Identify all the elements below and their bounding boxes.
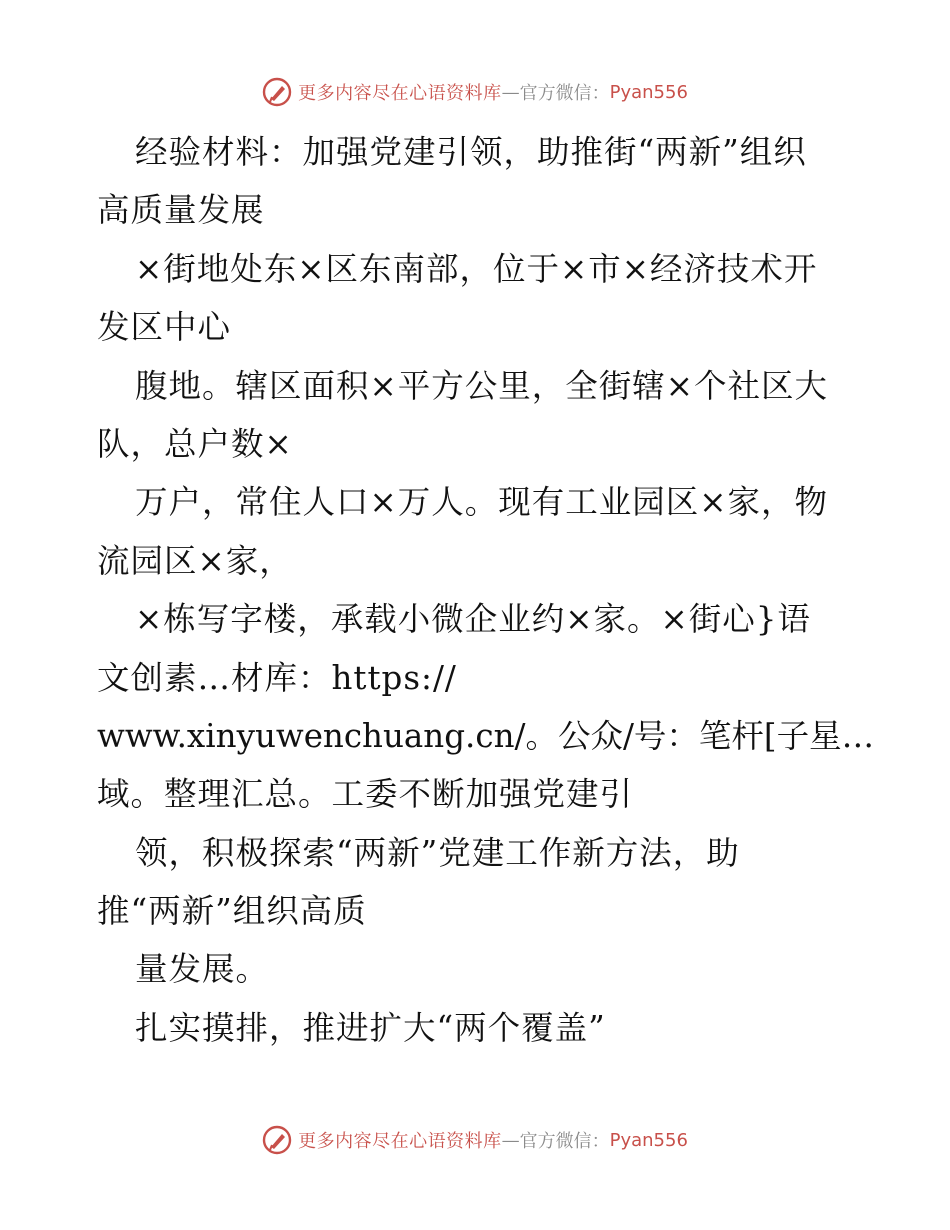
text-line: www.xinyuwenchuang.cn/。公众/号：笔杆[子星…	[97, 716, 875, 755]
text-line: 队，总户数×	[97, 424, 293, 463]
banner-dash: —	[501, 81, 520, 103]
footer-banner	[0, 1120, 950, 1160]
text-line: 流园区×家，	[97, 541, 293, 580]
banner-id: Pyan556	[609, 1129, 688, 1151]
text-line: 经验材料：加强党建引领，助推街“两新”组织	[135, 133, 807, 171]
text-line: 推“两新”组织高质	[97, 892, 367, 931]
banner-label: 官方微信：	[519, 1131, 610, 1152]
text-line: 领，积极探索“两新”党建工作新方法，助	[135, 833, 740, 872]
text-line: 域。整理汇总。工委不断加强党建引	[97, 775, 634, 814]
banner-id: Pyan556	[609, 81, 688, 103]
text-line: 量发展。	[135, 950, 270, 989]
text-line: ×栋写字楼，承载小微企业约×家。×街心}语	[135, 600, 811, 639]
banner-dash: —	[501, 1129, 520, 1151]
document-body	[97, 123, 875, 1057]
quill-pen-icon	[262, 1125, 292, 1155]
banner-main-text: 更多内容尽在心语资料库	[298, 1131, 502, 1152]
text-line: 发区中心	[97, 308, 232, 347]
header-banner	[0, 72, 950, 112]
text-line: 扎实摸排，推进扩大“两个覆盖”	[135, 1008, 606, 1047]
banner-main-text: 更多内容尽在心语资料库	[298, 83, 502, 104]
text-line: 文创素…材库：https://	[97, 658, 457, 697]
text-line: ×街地处东×区东南部，位于×市×经济技术开	[135, 249, 818, 288]
text-line: 万户，常住人口×万人。现有工业园区×家，物	[135, 483, 828, 522]
banner-label: 官方微信：	[519, 83, 610, 104]
text-line: 腹地。辖区面积×平方公里，全街辖×个社区大	[135, 366, 828, 405]
text-line: 高质量发展	[97, 191, 265, 230]
quill-pen-icon	[262, 77, 292, 107]
